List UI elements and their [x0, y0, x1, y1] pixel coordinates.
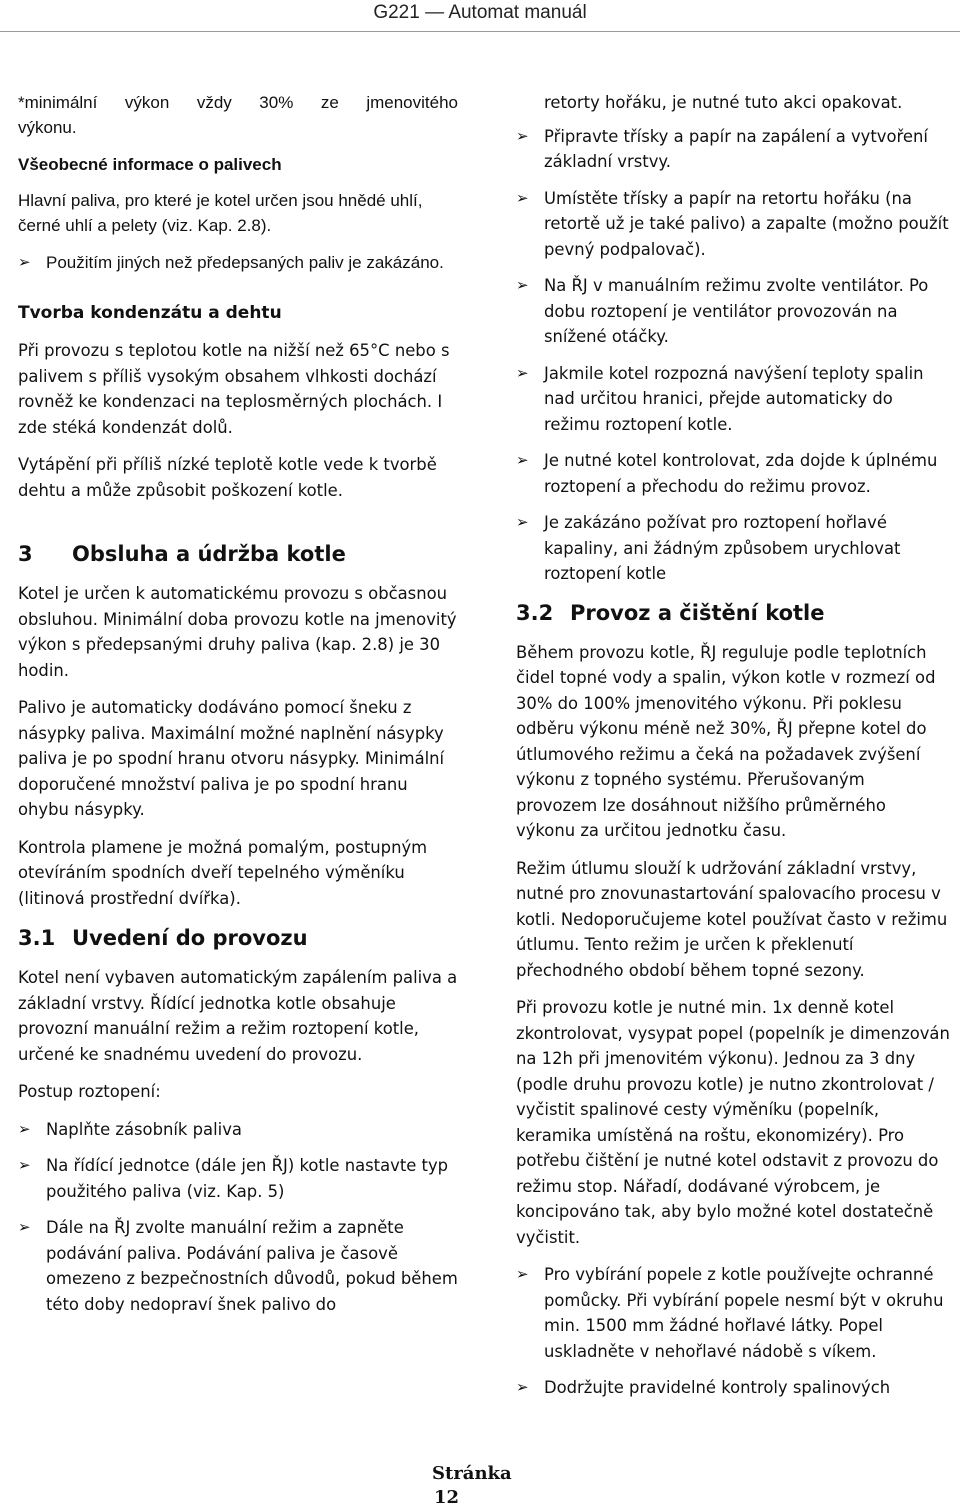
section-3-2-paragraph-2: Režim útlumu slouží k udržování základní vrstvy, nutné pro znovunastartování spalovacího procesu v kotli. Nedoporučujeme kotel používat často v režimu útlumu. Tento režim je určen k překlenutí přechodného období během topné sezony.: [516, 858, 948, 980]
min-power-note-line1: *minimální výkon vždy 30% ze jmenovitého: [18, 93, 458, 112]
arrowhead-bullet-icon: ➢: [516, 126, 529, 145]
arrowhead-bullet-icon: ➢: [516, 363, 529, 382]
arrowhead-bullet-icon: ➢: [516, 451, 529, 469]
arrowhead-bullet-icon: ➢: [516, 513, 529, 531]
section-3-2-paragraph-3: Při provozu kotle je nutné min. 1x denně kotel zkontrolovat, vysypat popel (popelník je dimenzován na 12h při jmenovitém výkonu). Jednou za 3 dny (podle druhu provozu kotle) je nutno zkontrolovat / vyčistit spalinové cesty výměníku (popelník, keramika umístěná na roštu, ekonomizéry). Pro potřebu čištění je nutné kotel odstavit z provozu do režimu stop. Nářadí, dodávané výrobcem, je koncipováno tak, aby bylo možné kotel dostatečně vyčistit.: [516, 998, 950, 1247]
header-divider: [0, 31, 960, 32]
section-number: 3: [18, 542, 33, 566]
left-column: [18, 90, 458, 1328]
arrowhead-bullet-icon: ➢: [516, 276, 529, 294]
procedure-label: Postup roztopení:: [18, 1082, 161, 1101]
procedure-list: [18, 1117, 458, 1318]
list-item: ➢ Použitím jiných než předepsaných paliv je zakázáno.: [18, 250, 458, 275]
list-item: ➢ Naplňte zásobník paliva: [18, 1117, 458, 1143]
list-item: ➢ Na řídící jednotce (dále jen ŘJ) kotle nastavte typ použitého paliva (viz. Kap. 5): [18, 1153, 458, 1204]
arrowhead-bullet-icon: ➢: [18, 1119, 31, 1138]
list-item: ➢ Umístěte třísky a papír na retortu hořáku (na retortě už je také palivo) a zapalte (možno použít pevný podpalovač).: [516, 186, 950, 263]
list-item: ➢ Dodržujte pravidelné kontroly spalinových: [516, 1375, 950, 1401]
list-item: ➢ Je nutné kotel kontrolovat, zda dojde k úplnému roztopení a přechodu do režimu provoz.: [516, 448, 950, 499]
section-3-1-paragraph: Kotel není vybaven automatickým zapálením paliva a základní vrstvy. Řídící jednotka kotle obsahuje provozní manuální režim a režim roztopení kotle, určené ke snadnému uvedení do provozu.: [18, 968, 458, 1064]
arrowhead-bullet-icon: ➢: [18, 254, 31, 271]
condensate-paragraph-1: Při provozu s teplotou kotle na nižší než 65°C nebo s palivem s příliš vysokým obsahem vlhkosti dochází rovněž ke kondenzaci na teplosměrných plochách. I zde stéká kondenzát dolů.: [18, 341, 450, 437]
section-title: Obsluha a údržba kotle: [72, 542, 346, 566]
arrowhead-bullet-icon: ➢: [516, 1378, 529, 1396]
fuels-heading: Všeobecné informace o palivech: [18, 155, 282, 174]
safety-bullet-list: [516, 1262, 950, 1401]
min-power-note-line2: výkonu.: [18, 118, 77, 137]
list-item: ➢ Pro vybírání popele z kotle používejte ochranné pomůcky. Při vybírání popele nesmí být v okruhu min. 1500 mm žádné hořlavé látky. Popel uskladněte v nehořlavé nádobě s víkem.: [516, 1262, 950, 1364]
continued-text: retorty hořáku, je nutné tuto akci opakovat.: [544, 93, 903, 112]
document-title: G221 — Automat manuál: [373, 2, 587, 23]
list-item: ➢ Jakmile kotel rozpozná navýšení teploty spalin nad určitou hranici, přejde automaticky do režimu roztopení kotle.: [516, 361, 950, 438]
page-label: Stránka: [432, 1463, 512, 1484]
section-number: 3.1: [18, 926, 56, 950]
startup-bullet-list: [516, 124, 950, 587]
section-number: 3.2: [516, 600, 554, 625]
section-3-2-heading: [516, 598, 950, 628]
section-3-paragraph-3: Kontrola plamene je možná pomalým, postupným otevíráním spodních dveří tepelného výměníku (litinová prostřední dvířka).: [18, 837, 428, 908]
list-item: ➢ Na ŘJ v manuálním režimu zvolte ventilátor. Po dobu roztopení je ventilátor provozován na snížené otáčky.: [516, 273, 950, 350]
fuels-bullet-list: [18, 250, 458, 275]
arrowhead-bullet-icon: ➢: [516, 188, 529, 207]
condensate-heading: Tvorba kondenzátu a dehtu: [18, 303, 282, 323]
arrowhead-bullet-icon: ➢: [18, 1218, 31, 1236]
section-3-paragraph-2: Palivo je automaticky dodáváno pomocí šneku z násypky paliva. Maximální možné naplnění násypky paliva je po spodní hranu otvoru násypky. Minimální doporučené množství paliva je po spodní hranu ohybu násypky.: [18, 698, 445, 819]
list-item: ➢ Připravte třísky a papír na zapálení a vytvoření základní vrstvy.: [516, 124, 950, 175]
section-3-heading: [18, 539, 458, 569]
page-header: [0, 0, 960, 28]
arrowhead-bullet-icon: ➢: [516, 1265, 529, 1283]
list-item: ➢ Dále na ŘJ zvolte manuální režim a zapněte podávání paliva. Podávání paliva je časově omezeno z bezpečnostních důvodů, pokud během této doby nedopraví šnek palivo do: [18, 1215, 458, 1317]
section-title: Uvedení do provozu: [72, 926, 308, 950]
section-3-1-heading: [18, 923, 458, 953]
list-item: ➢ Je zakázáno požívat pro roztopení hořlavé kapaliny, ani žádným způsobem urychlovat roztopení kotle: [516, 510, 950, 587]
condensate-paragraph-2: Vytápění při příliš nízké teplotě kotle vede k tvorbě dehtu a může způsobit poškození kotle.: [18, 455, 437, 500]
fuels-text: Hlavní paliva, pro které je kotel určen jsou hnědé uhlí, černé uhlí a pelety (viz. Kap. 2.8).: [18, 191, 423, 235]
right-column: [516, 90, 950, 1412]
section-3-2-paragraph-1: Během provozu kotle, ŘJ reguluje podle teplotních čidel topné vody a spalin, výkon kotle v rozmezí od 30% do 100% jmenovitého výkonu. Při poklesu odběru výkonu méně než 30%, ŘJ přepne kotel do útlumového režimu a čeká na požadavek zvýšení výkonu z topného systému. Přerušovaným provozem lze dosáhnout nižšího průměrného výkonu za určitou jednotku času.: [516, 642, 936, 840]
arrowhead-bullet-icon: ➢: [18, 1156, 31, 1174]
section-3-paragraph-1: Kotel je určen k automatickému provozu s občasnou obsluhou. Minimální doba provozu kotle na jmenovitý výkon s předepsanými druhy paliva (kap. 2.8) je 30 hodin.: [18, 584, 457, 680]
section-title: Provoz a čištění kotle: [570, 600, 825, 625]
page-footer: [432, 1462, 522, 1510]
page-number: 12: [434, 1487, 460, 1508]
